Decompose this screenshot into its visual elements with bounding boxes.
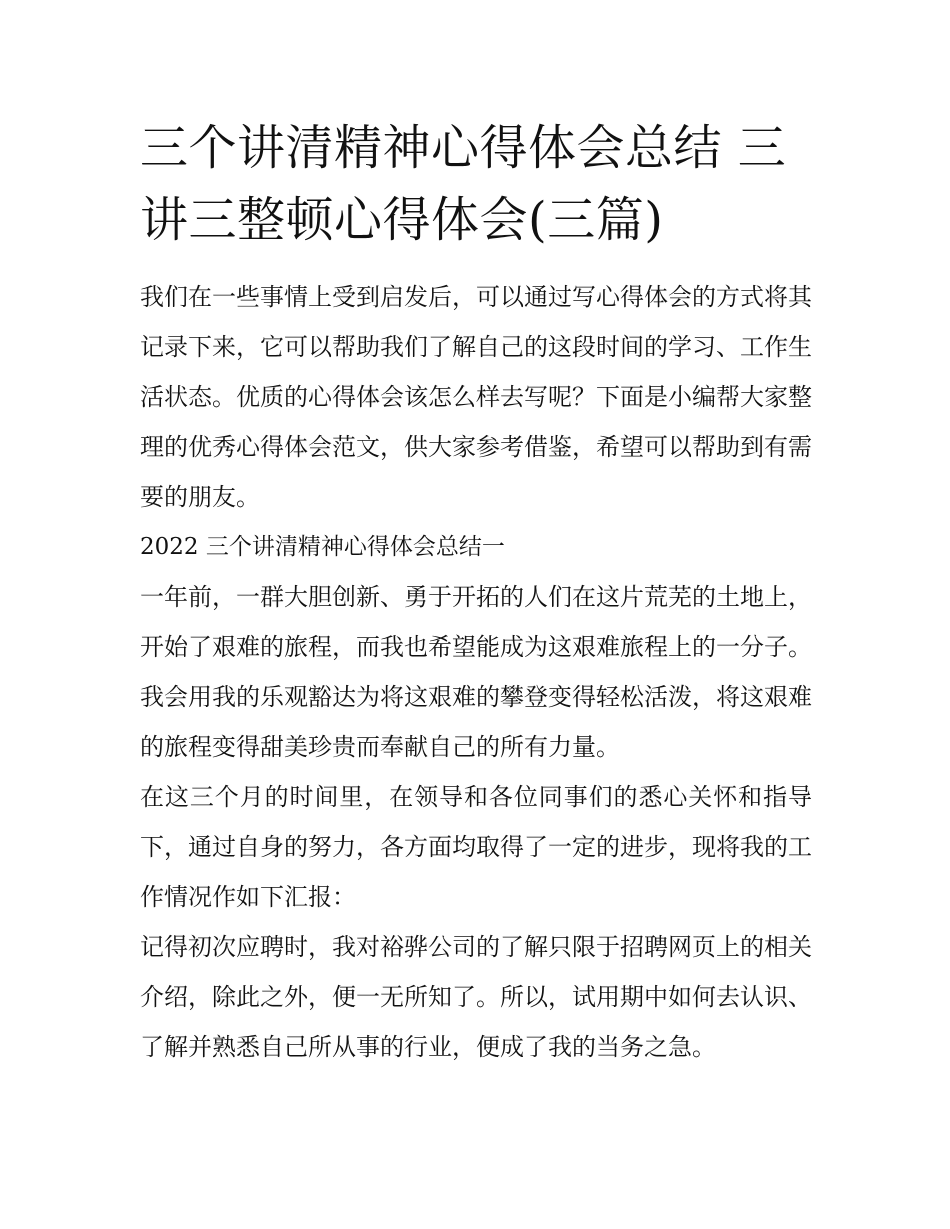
document-title: 三个讲清精神心得体会总结 三讲三整顿心得体会(三篇) bbox=[140, 120, 787, 248]
body-paragraph-1: 一年前，一群大胆创新、勇于开拓的人们在这片荒芜的土地上，开始了艰难的旅程，而我也希望能成为这艰难旅程上的一分子。我会用我的乐观豁达为将这艰难的攀登变得轻松活泼，将这艰难的旅程变得甜美珍贵而奉献自己的所有力量。 bbox=[140, 583, 812, 761]
body-paragraph-2: 在这三个月的时间里，在领导和各位同事们的悉心关怀和指导下，通过自身的努力，各方面均取得了一定的进步，现将我的工作情况作如下汇报： bbox=[140, 783, 812, 911]
section-heading: 2022 三个讲清精神心得体会总结一 bbox=[140, 534, 505, 560]
intro-paragraph: 我们在一些事情上受到启发后，可以通过写心得体会的方式将其记录下来，它可以帮助我们了解自己的这段时间的学习、工作生活状态。优质的心得体会该怎么样去写呢？下面是小编帮大家整理的优秀心得体会范文，供大家参考借鉴，希望可以帮助到有需要的朋友。 bbox=[140, 283, 812, 511]
document-body bbox=[140, 112, 812, 1072]
body-paragraph-3: 记得初次应聘时，我对裕骅公司的了解只限于招聘网页上的相关介绍，除此之外，便一无所知了。所以，试用期中如何去认识、了解并熟悉自己所从事的行业，便成了我的当务之急。 bbox=[140, 933, 812, 1061]
